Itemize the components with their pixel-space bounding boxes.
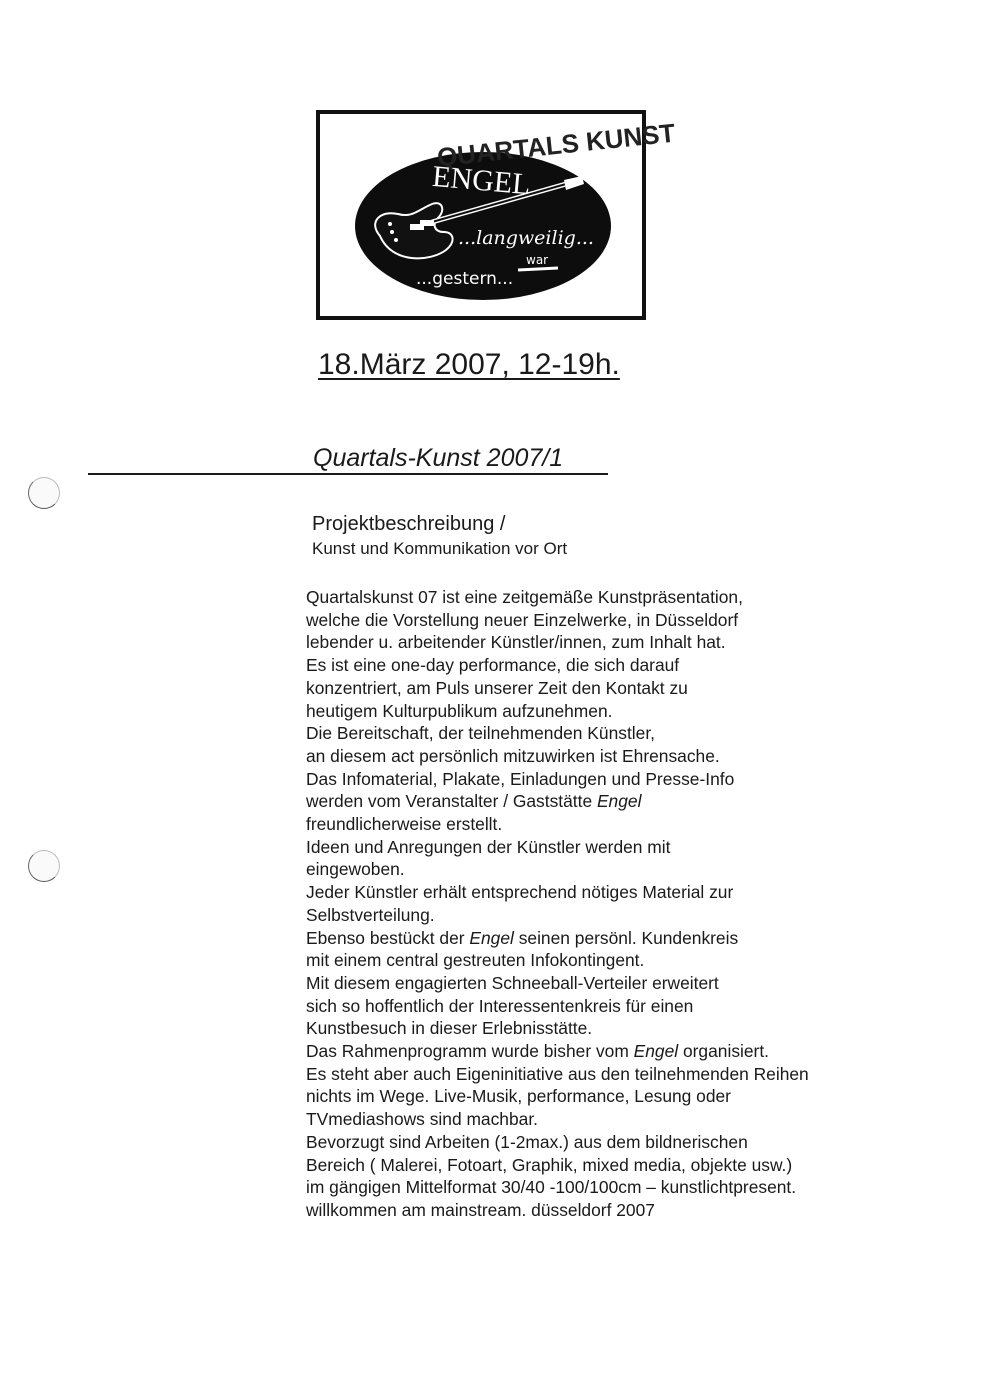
body-line: Kunstbesuch in dieser Erlebnisstätte. [306, 1018, 593, 1039]
body-text [306, 586, 906, 1222]
logo-tagline-1: ...langweilig... [458, 227, 594, 249]
body-line-emphasis: Engel [633, 1041, 679, 1062]
body-line-part: werden vom Veranstalter / Gaststätte [306, 791, 597, 812]
body-line: Ideen und Anregungen der Künstler werden mit [306, 836, 671, 857]
body-line: Jeder Künstler erhält entsprechend nötiges Material zur [306, 882, 734, 903]
subheading: Projektbeschreibung / [312, 513, 506, 535]
punch-hole-bottom [28, 850, 60, 882]
body-line [306, 790, 906, 813]
title-underline [88, 473, 608, 475]
body-line: konzentriert, am Puls unserer Zeit den Kontakt zu [306, 677, 688, 698]
event-date: 18.März 2007, 12-19h. [318, 348, 620, 381]
body-line: Bevorzugt sind Arbeiten (1-2max.) aus dem bildnerischen [306, 1131, 748, 1152]
body-line: willkommen am mainstream. düsseldorf 2007 [306, 1199, 655, 1220]
engel-logo [316, 110, 677, 320]
body-line: Die Bereitschaft, der teilnehmenden Künstler, [306, 723, 655, 744]
body-line: eingewoben. [306, 859, 405, 880]
body-line: Quartalskunst 07 ist eine zeitgemäße Kunstpräsentation, [306, 587, 743, 607]
body-line-part: organisiert. [678, 1041, 769, 1062]
body-line: lebender u. arbeitender Künstler/innen, zum Inhalt hat. [306, 632, 726, 653]
body-line: an diesem act persönlich mitzuwirken ist Ehrensache. [306, 745, 720, 766]
body-line: Selbstverteilung. [306, 904, 435, 925]
body-line: nichts im Wege. Live-Musik, performance, Lesung oder [306, 1086, 731, 1107]
logo-tagline-2: ...gestern... [416, 269, 514, 289]
body-line: heutigem Kulturpublikum aufzunehmen. [306, 700, 613, 721]
body-line: Bereich ( Malerei, Fotoart, Graphik, mixed media, objekte usw.) [306, 1154, 793, 1175]
body-line: TVmediashows sind machbar. [306, 1109, 538, 1130]
body-line-part: Das Rahmenprogramm wurde bisher vom [306, 1041, 634, 1062]
body-line: sich so hoffentlich der Interessentenkreis für einen [306, 995, 694, 1016]
body-line: im gängigen Mittelformat 30/40 -100/100cm – kunstlichtpresent. [306, 1177, 797, 1198]
body-line: Es ist eine one-day performance, die sich darauf [306, 655, 680, 676]
body-line: freundlicherweise erstellt. [306, 814, 503, 835]
logo-tagline-3: war [526, 253, 549, 267]
body-line-emphasis: Engel [596, 791, 642, 812]
body-line-part: seinen persönl. Kundenkreis [513, 927, 739, 948]
body-line: Das Infomaterial, Plakate, Einladungen und Presse-Info [306, 768, 735, 789]
body-line: mit einem central gestreuten Infokontingent. [306, 950, 645, 971]
logo-name: ENGEL [431, 159, 532, 202]
body-line-part: Ebenso bestückt der [306, 927, 470, 948]
document-title: Quartals-Kunst 2007/1 [313, 444, 564, 472]
body-line: Es steht aber auch Eigeninitiative aus den teilnehmenden Reihen [306, 1063, 809, 1084]
body-line [306, 927, 906, 950]
logo-arc-text: QUARTALS KUNST [435, 117, 677, 173]
punch-hole-top [28, 477, 60, 509]
body-line: welche die Vorstellung neuer Einzelwerke, in Düsseldorf [306, 609, 739, 630]
body-line: Mit diesem engagierten Schneeball-Verteiler erweitert [306, 972, 719, 993]
body-line-emphasis: Engel [469, 927, 514, 948]
subheading-secondary: Kunst und Kommunikation vor Ort [312, 539, 568, 558]
logo-artwork [320, 114, 677, 316]
body-line [306, 1040, 906, 1063]
